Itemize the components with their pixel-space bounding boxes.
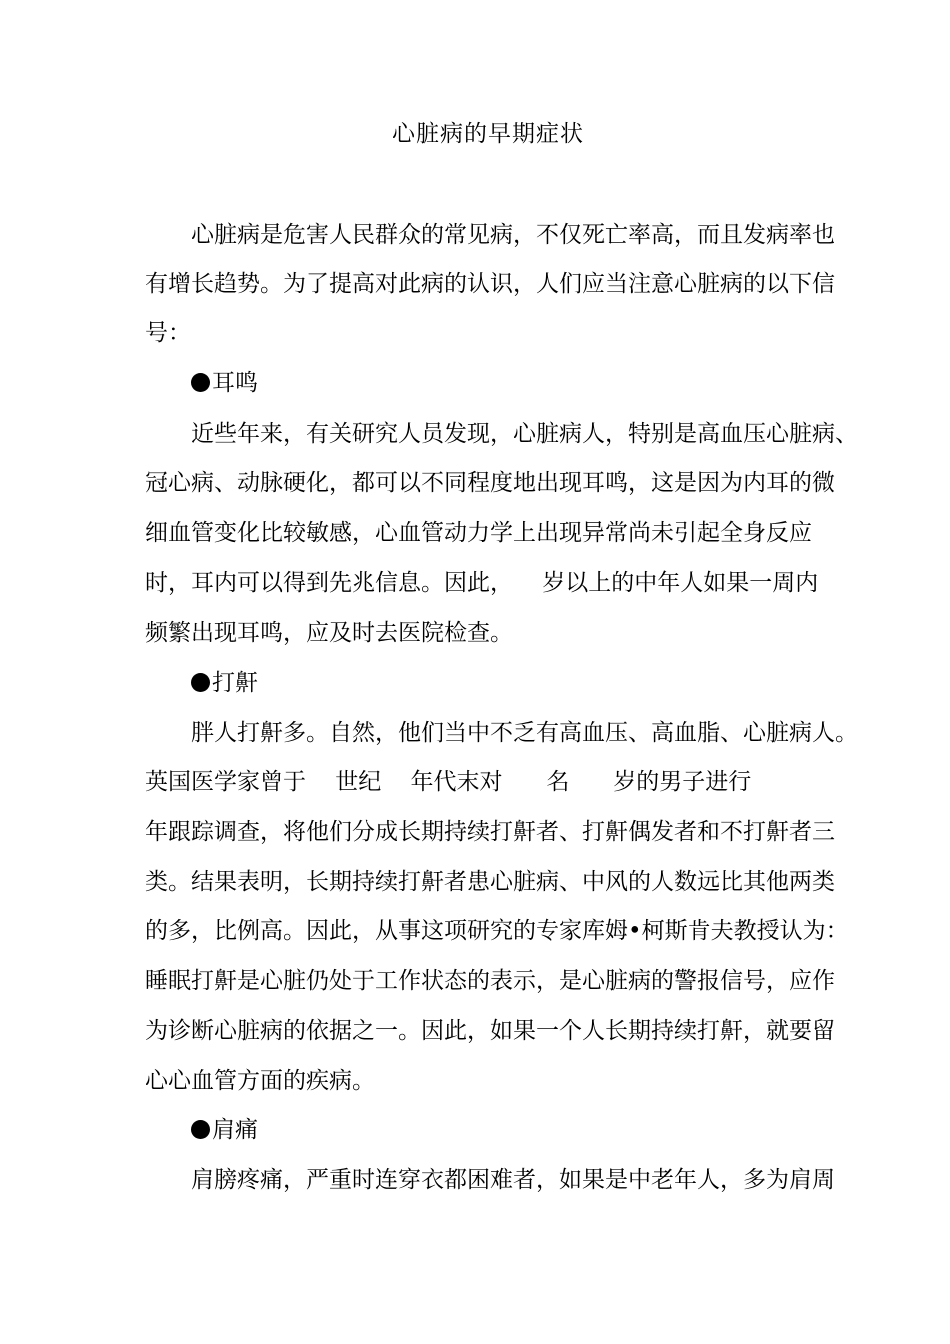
paragraph-line: 有增长趋势。为了提高对此病的认识，人们应当注意心脏病的以下信 — [145, 271, 835, 297]
section-heading-shoulder-pain — [191, 1115, 258, 1145]
section-heading-label: 耳鸣 — [212, 370, 258, 396]
paragraph-line: 英国医学家曾于 世纪 年代末对 名 岁的男子进行 — [145, 769, 752, 795]
paragraph-line: 睡眠打鼾是心脏仍处于工作状态的表示，是心脏病的警报信号，应作 — [145, 968, 835, 994]
paragraph-line: 近些年来，有关研究人员发现，心脏病人，特别是高血压心脏病、 — [191, 421, 858, 447]
paragraph-line: 时，耳内可以得到先兆信息。因此， 岁以上的中年人如果一周内 — [145, 570, 819, 596]
paragraph-line: 的多，比例高。因此，从事这项研究的专家库姆•柯斯肯夫教授认为： — [145, 918, 849, 944]
paragraph-line: 心脏病是危害人民群众的常见病，不仅死亡率高，而且发病率也 — [191, 222, 835, 248]
section-heading-label: 打鼾 — [212, 670, 258, 696]
section-heading-label: 肩痛 — [212, 1117, 258, 1143]
paragraph-line: 冠心病、动脉硬化，都可以不同程度地出现耳鸣，这是因为内耳的微 — [145, 470, 835, 496]
bullet-icon — [191, 373, 210, 392]
paragraph-line: 频繁出现耳鸣，应及时去医院检查。 — [145, 620, 513, 646]
document-title: 心脏病的早期症状 — [392, 121, 584, 147]
paragraph-line: 类。结果表明，长期持续打鼾者患心脏病、中风的人数远比其他两类 — [145, 869, 835, 895]
paragraph-line: 心心血管方面的疾病。 — [145, 1068, 375, 1094]
paragraph-line: 肩膀疼痛，严重时连穿衣都困难者，如果是中老年人，多为肩周 — [191, 1167, 835, 1193]
paragraph-line: 细血管变化比较敏感，心血管动力学上出现异常尚未引起全身反应 — [145, 520, 812, 546]
paragraph-line: 年跟踪调查，将他们分成长期持续打鼾者、打鼾偶发者和不打鼾者三 — [145, 819, 835, 845]
section-heading-tinnitus — [191, 368, 258, 398]
paragraph-line: 胖人打鼾多。自然，他们当中不乏有高血压、高血脂、心脏病人。 — [191, 720, 858, 746]
section-heading-snoring — [191, 668, 258, 698]
bullet-icon — [191, 1120, 210, 1139]
paragraph-line: 为诊断心脏病的依据之一。因此，如果一个人长期持续打鼾，就要留 — [145, 1018, 835, 1044]
bullet-icon — [191, 673, 210, 692]
paragraph-line: 号： — [145, 320, 191, 346]
